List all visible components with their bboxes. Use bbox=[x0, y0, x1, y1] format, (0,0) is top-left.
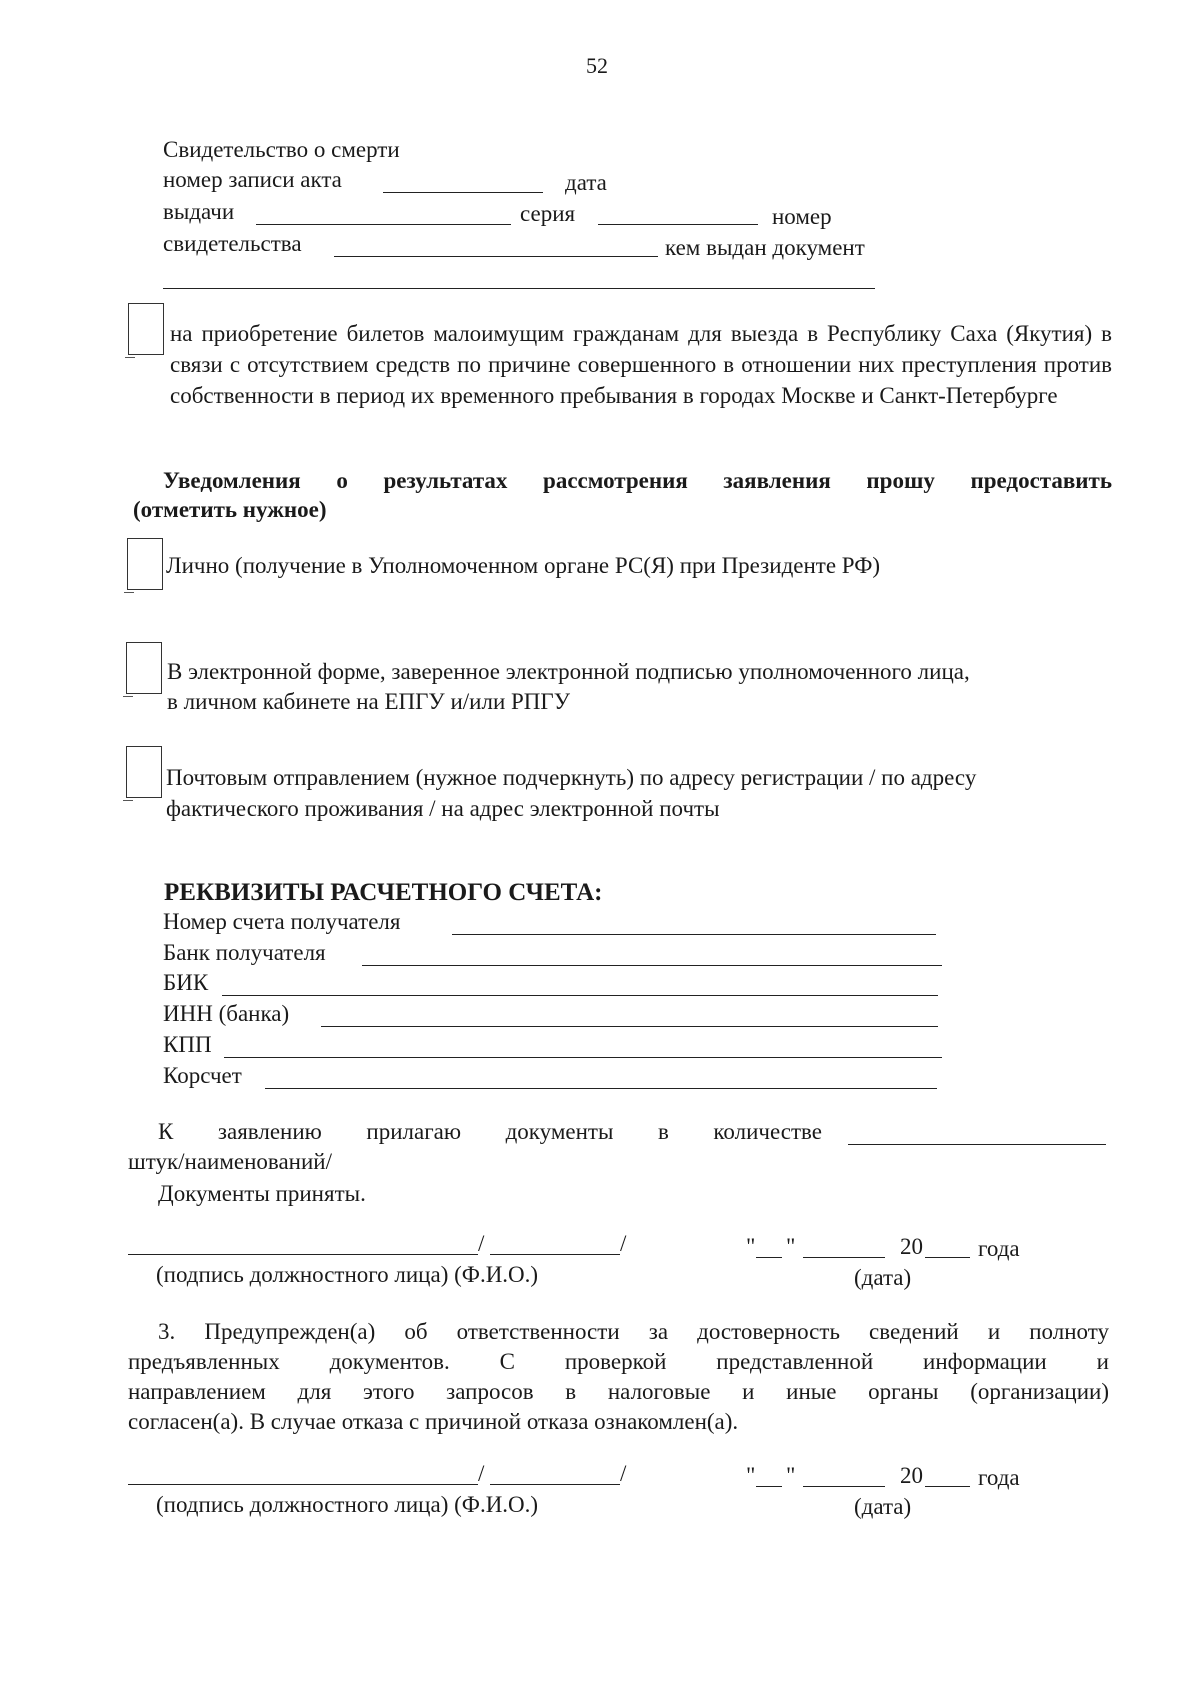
signature1-name-field[interactable] bbox=[490, 1254, 620, 1255]
attachments-word: количестве bbox=[713, 1119, 822, 1144]
series-field[interactable] bbox=[598, 224, 758, 225]
signature2-day-field[interactable] bbox=[756, 1486, 782, 1487]
signature2-name-field[interactable] bbox=[490, 1484, 620, 1485]
signature1-month-field[interactable] bbox=[803, 1257, 885, 1258]
page-number: 52 bbox=[586, 53, 608, 78]
death-certificate-title: Свидетельство о смерти bbox=[163, 137, 400, 162]
signature2-slash2: / bbox=[620, 1461, 627, 1486]
signature1-slash2: / bbox=[620, 1231, 627, 1256]
post-option-text-line1: Почтовым отправлением (нужное подчеркнуть) по адресу регистрации / по адресу bbox=[166, 765, 977, 790]
number-label: номер bbox=[772, 204, 832, 229]
signature2-sign-field[interactable] bbox=[128, 1484, 478, 1485]
certificate-label: свидетельства bbox=[163, 231, 302, 256]
act-number-label: номер записи акта bbox=[163, 167, 342, 192]
attachments-word: прилагаю bbox=[366, 1119, 462, 1144]
signature1-quote-open: " bbox=[746, 1234, 756, 1259]
bik-field[interactable] bbox=[222, 995, 938, 996]
signature2-quote-close: " bbox=[786, 1463, 796, 1488]
signature1-year-prefix: 20 bbox=[900, 1234, 923, 1259]
electronic-option-text-line1: В электронной форме, заверенное электронной подписью уполномоченного лица, bbox=[167, 659, 970, 684]
series-label: серия bbox=[520, 201, 576, 226]
warning-line3: направлением для этого запросов в налоговые и иные органы (организации) bbox=[128, 1379, 1109, 1404]
signature1-caption: (подпись должностного лица) (Ф.И.О.) bbox=[156, 1262, 539, 1287]
signature2-date-caption: (дата) bbox=[854, 1494, 912, 1519]
bank-field[interactable] bbox=[362, 965, 942, 966]
warning-line4: согласен(а). В случае отказа с причиной отказа ознакомлен(а). bbox=[128, 1409, 739, 1434]
kpp-label: КПП bbox=[163, 1032, 212, 1057]
notification-heading-line1: Уведомления о результатах рассмотрения заявления прошу предоставить bbox=[163, 468, 1112, 493]
post-option-checkbox[interactable] bbox=[126, 746, 162, 798]
issued-by-label: кем выдан документ bbox=[665, 235, 865, 260]
date-label: дата bbox=[565, 170, 607, 195]
signature1-date-caption: (дата) bbox=[854, 1265, 912, 1290]
documents-accepted: Документы приняты. bbox=[158, 1181, 366, 1206]
kpp-field[interactable] bbox=[224, 1057, 942, 1058]
warning-word: предъявленных bbox=[128, 1349, 280, 1374]
account-field[interactable] bbox=[452, 934, 936, 935]
signature2-slash1: / bbox=[478, 1461, 485, 1486]
bank-label: Банк получателя bbox=[163, 940, 326, 965]
signature2-caption: (подпись должностного лица) (Ф.И.О.) bbox=[156, 1492, 539, 1517]
signature1-year-field[interactable] bbox=[925, 1257, 970, 1258]
signature1-sign-field[interactable] bbox=[128, 1254, 478, 1255]
warning-word: проверкой bbox=[564, 1349, 667, 1374]
corr-label: Корсчет bbox=[163, 1063, 242, 1088]
post-option-text-line2: фактического проживания / на адрес электронной почты bbox=[166, 796, 720, 821]
signature2-year-field[interactable] bbox=[925, 1486, 970, 1487]
signature2-quote-open: " bbox=[746, 1463, 756, 1488]
attachments-count-field[interactable] bbox=[848, 1144, 1106, 1145]
issued-by-field[interactable] bbox=[163, 288, 875, 289]
issue-label: выдачи bbox=[163, 199, 235, 224]
warning-word: С bbox=[499, 1349, 515, 1374]
inn-field[interactable] bbox=[321, 1026, 938, 1027]
signature1-quote-close: " bbox=[786, 1234, 796, 1259]
attachments-word: К bbox=[158, 1119, 174, 1144]
warning-line1: 3. Предупрежден(а) об ответственности за достоверность сведений и полноту bbox=[158, 1319, 1109, 1344]
notification-heading-line2: (отметить нужное) bbox=[133, 497, 327, 522]
warning-word: и bbox=[1096, 1349, 1109, 1374]
signature2-month-field[interactable] bbox=[803, 1486, 885, 1487]
signature1-slash1: / bbox=[478, 1231, 485, 1256]
issue-date-field[interactable] bbox=[256, 224, 511, 225]
warning-word: представленной bbox=[716, 1349, 874, 1374]
bank-details-heading: РЕКВИЗИТЫ РАСЧЕТНОГО СЧЕТА: bbox=[164, 879, 603, 906]
ticket-option-checkbox[interactable] bbox=[128, 303, 164, 355]
account-label: Номер счета получателя bbox=[163, 909, 401, 934]
attachments-word: в bbox=[657, 1119, 669, 1144]
corr-field[interactable] bbox=[265, 1088, 937, 1089]
electronic-option-text-line2: в личном кабинете на ЕПГУ и/или РПГУ bbox=[167, 689, 570, 714]
personal-option-checkbox[interactable] bbox=[127, 538, 163, 590]
personal-option-text: Лично (получение в Уполномоченном органе РС(Я) при Президенте РФ) bbox=[166, 553, 881, 578]
warning-word: информации bbox=[923, 1349, 1047, 1374]
inn-label: ИНН (банка) bbox=[163, 1001, 290, 1026]
attachments-line1 bbox=[158, 1118, 822, 1147]
electronic-option-checkbox[interactable] bbox=[126, 642, 162, 694]
attachments-line2: штук/наименований/ bbox=[128, 1149, 333, 1174]
attachments-word: заявлению bbox=[217, 1119, 322, 1144]
signature2-year-prefix: 20 bbox=[900, 1463, 923, 1488]
act-number-field[interactable] bbox=[383, 192, 543, 193]
certificate-number-field[interactable] bbox=[334, 256, 658, 257]
attachments-word: документы bbox=[505, 1119, 614, 1144]
signature2-year-suffix: года bbox=[978, 1465, 1020, 1490]
signature1-year-suffix: года bbox=[978, 1236, 1020, 1261]
warning-word: документов. bbox=[329, 1349, 450, 1374]
ticket-option-text: на приобретение билетов малоимущим гражданам для выезда в Республику Саха (Якутия) в связи с отсутствием средств по причине совершенного в отношении них преступления против собственности в период их временного пребывания в городах Москве и Санкт-Петербурге bbox=[170, 321, 1112, 408]
bik-label: БИК bbox=[163, 970, 209, 995]
warning-line2 bbox=[128, 1348, 1109, 1377]
signature1-day-field[interactable] bbox=[756, 1257, 782, 1258]
